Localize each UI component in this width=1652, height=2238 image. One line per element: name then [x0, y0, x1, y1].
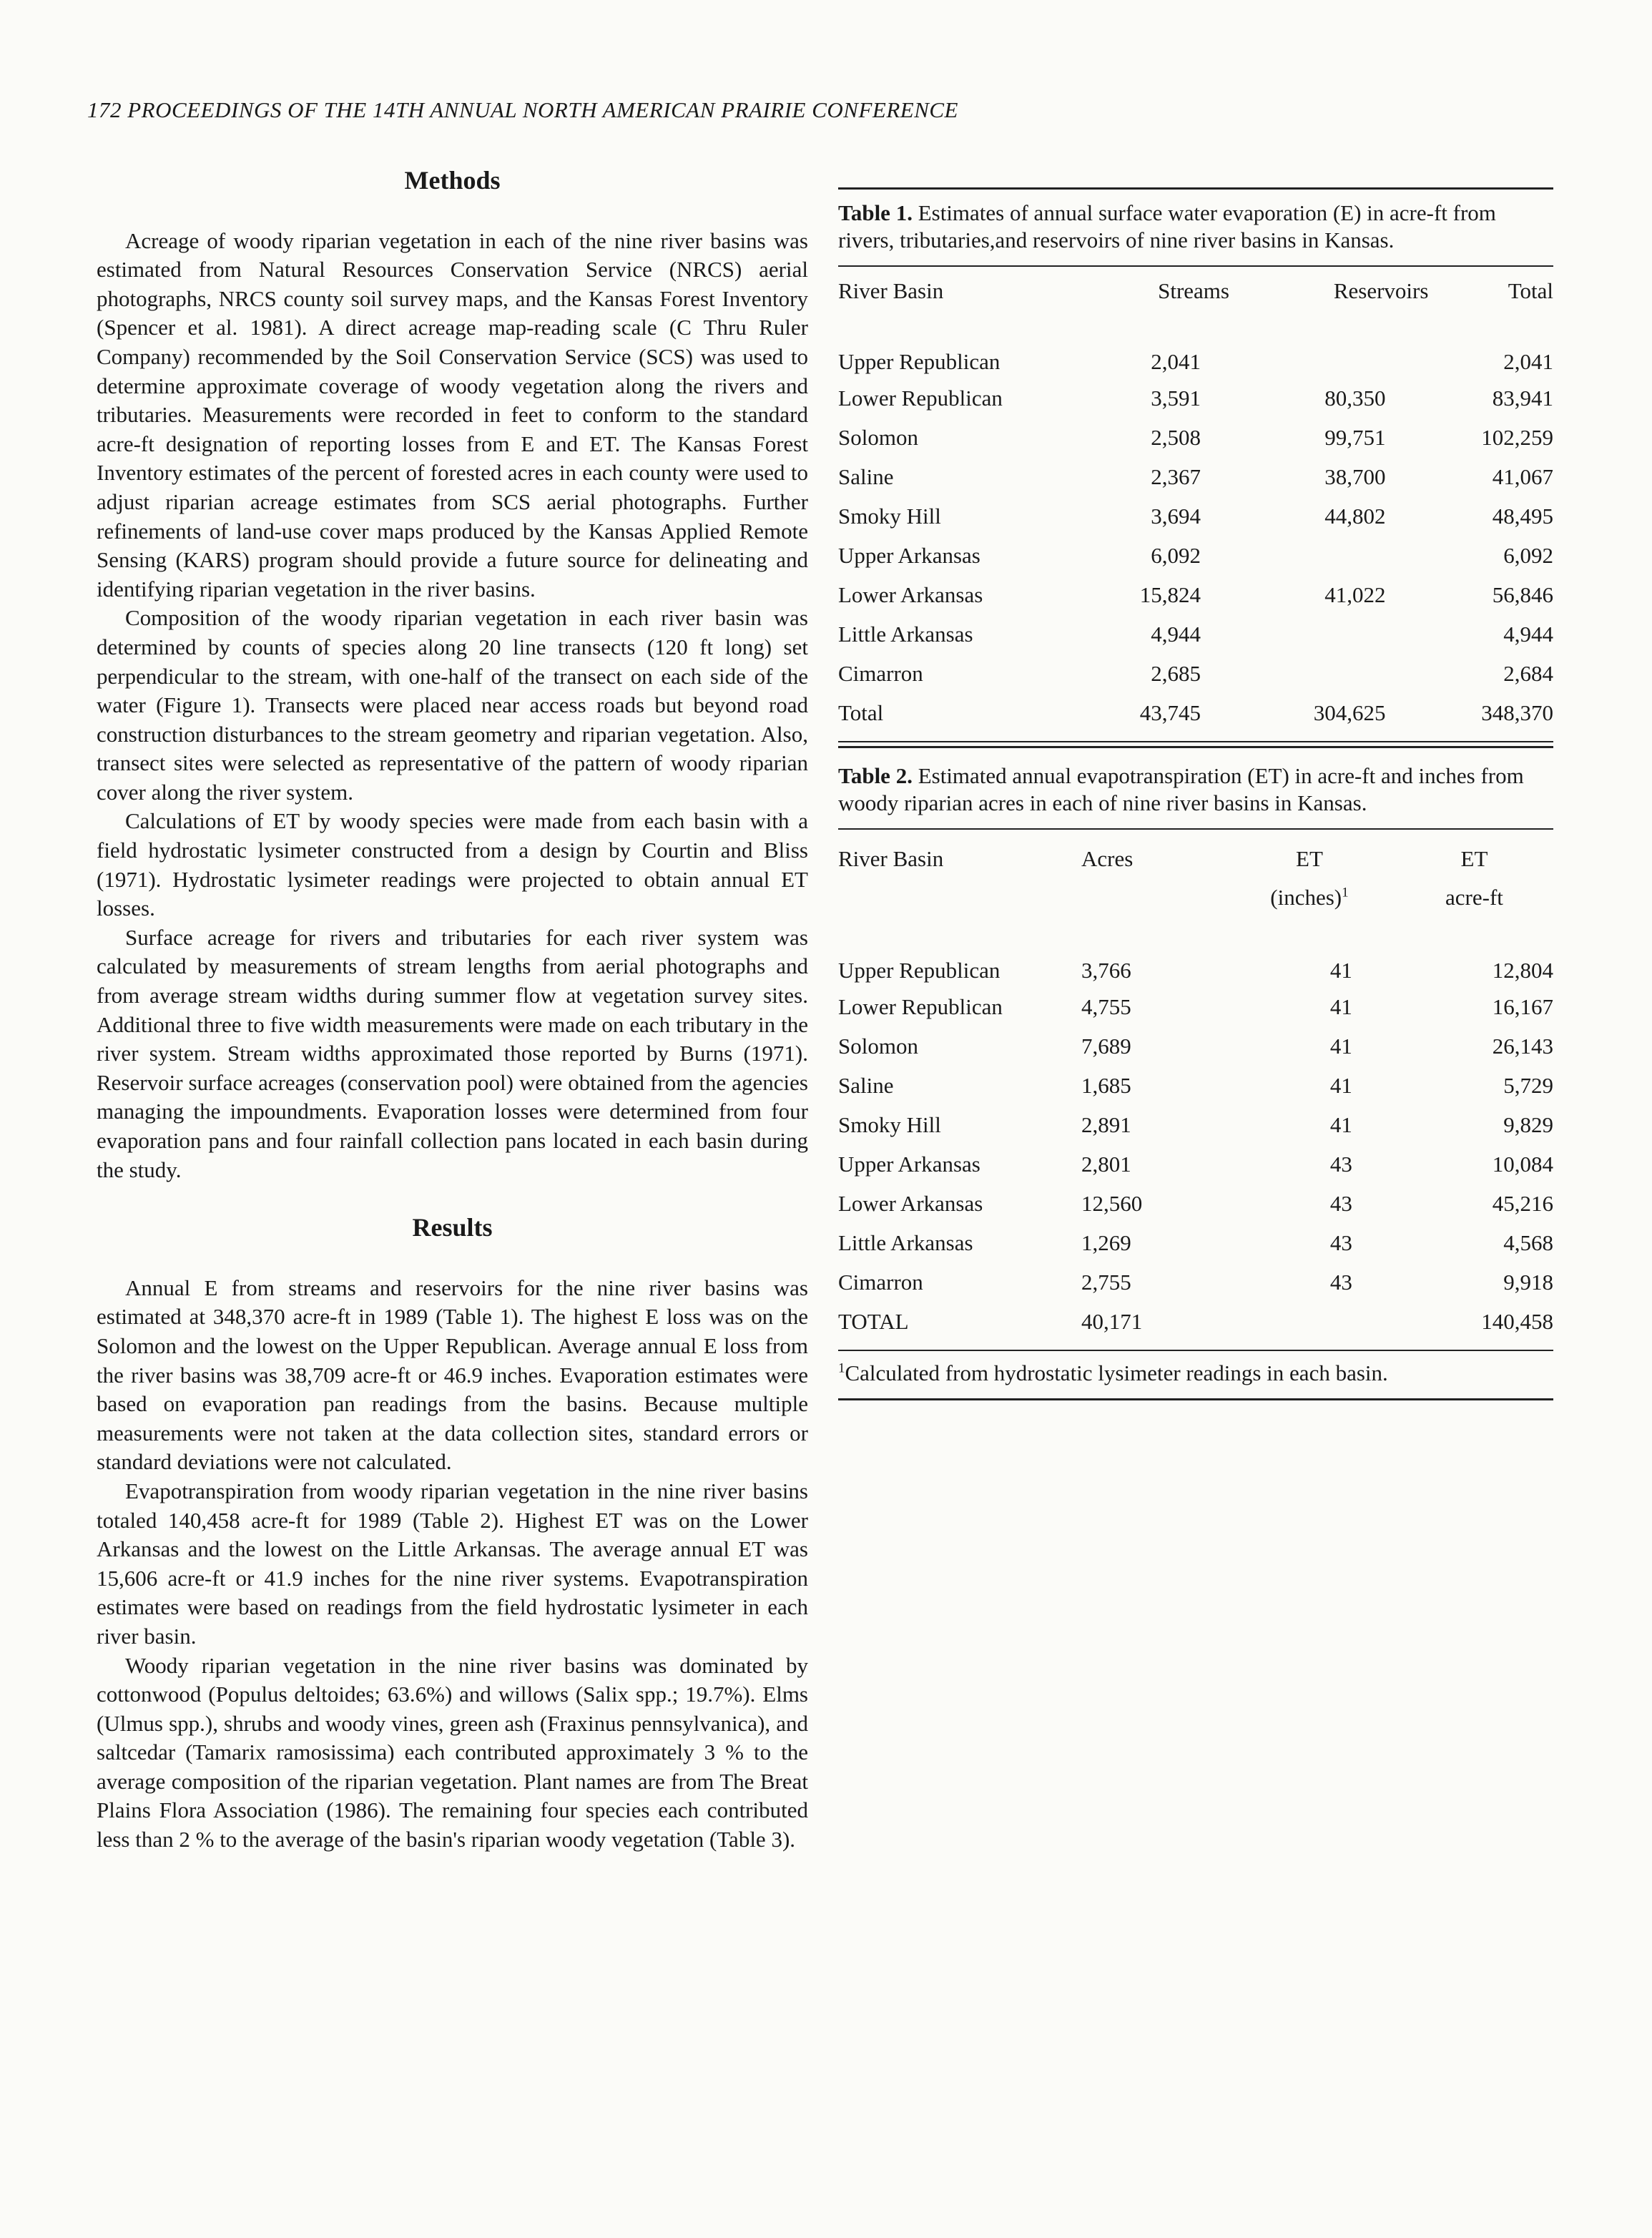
streams-cell: 6,092 [1151, 542, 1201, 568]
et-acreft-cell: 10,084 [1492, 1151, 1553, 1177]
table2-label: Table 2. [838, 763, 913, 788]
acres-cell: 2,755 [1081, 1269, 1131, 1295]
et-inches-cell: 41 [1329, 993, 1352, 1019]
table-row [838, 614, 1553, 654]
table-row [838, 575, 1553, 614]
basin-cell: Smoky Hill [838, 1111, 941, 1137]
acres-cell: 7,689 [1081, 1033, 1131, 1059]
acres-cell: 3,766 [1081, 958, 1131, 983]
total-cell: 4,944 [1503, 621, 1553, 647]
table-row [838, 693, 1553, 732]
basin-cell: Lower Republican [838, 993, 1003, 1019]
methods-heading: Methods [404, 166, 501, 195]
et-inches-cell: 43 [1329, 1269, 1352, 1295]
et-inches-cell: 41 [1329, 958, 1352, 983]
acres-cell: 12,560 [1081, 1190, 1143, 1216]
total-cell: 2,684 [1503, 660, 1553, 686]
basin-cell: Solomon [838, 1033, 918, 1059]
basin-cell: TOTAL [838, 1308, 909, 1334]
basin-cell: Lower Arkansas [838, 581, 983, 607]
table-row [838, 418, 1553, 457]
table-row [838, 457, 1553, 496]
table-row [838, 1144, 1553, 1184]
et-acreft-cell: 26,143 [1492, 1033, 1553, 1059]
et-acreft-cell: 4,568 [1503, 1230, 1553, 1255]
table-row [838, 496, 1553, 536]
basin-cell: Upper Arkansas [838, 542, 980, 568]
et-inches-cell: 41 [1329, 1111, 1352, 1137]
table2-header-row [838, 830, 1553, 941]
streams-cell: 2,041 [1151, 349, 1201, 374]
table-row [838, 1262, 1553, 1302]
table2-body [838, 941, 1553, 1341]
table1-header-reservoirs: Reservoirs [1333, 278, 1429, 303]
table2-header-footnote-mark: 1 [1342, 885, 1349, 900]
total-cell: 348,370 [1481, 700, 1553, 725]
reservoirs-cell: 99,751 [1324, 424, 1386, 450]
table2-header-et-inches-line2: (inches) [1270, 885, 1342, 910]
table1-caption-text: Estimates of annual surface water evaporation (E) in acre-ft from rivers, tributaries,and reservoirs of nine river basins in Kansas. [838, 200, 1496, 252]
table1-body [838, 333, 1553, 732]
et-inches-cell: 41 [1329, 1033, 1352, 1059]
basin-cell: Total [838, 700, 884, 725]
left-column [97, 166, 808, 1855]
table2-header-et-acreft-line2: acre-ft [1445, 885, 1503, 910]
total-cell: 2,041 [1503, 349, 1553, 374]
table2-header-et-acreft-line1: ET [1460, 846, 1488, 871]
basin-cell: Lower Arkansas [838, 1190, 983, 1216]
basin-cell: Upper Republican [838, 958, 1000, 983]
table-row [838, 378, 1553, 418]
table1-header-row [838, 267, 1553, 333]
table2-header-et-acreft [1395, 830, 1553, 941]
basin-cell: Upper Arkansas [838, 1151, 980, 1177]
table-row [838, 333, 1553, 378]
et-inches-cell: 43 [1329, 1230, 1352, 1255]
results-heading: Results [412, 1213, 493, 1242]
methods-paragraph-4: Surface acreage for rivers and tributaries for each river system was calculated by measurements of stream lengths from aerial photographs and from average stream widths during summer flow at vegetation survey sites. Additional three to five width measurements were made on each tributary in the river system. Stream widths approximated those reported by Burns (1971). Reservoir surface acreages (conservation pool) were obtained from the agencies managing the impoundments. Evaporation losses were determined from four evaporation pans and four rainfall collection pans located in each basin during the study. [97, 924, 808, 1182]
methods-paragraph-1: Acreage of woody riparian vegetation in each of the nine river basins was estimated from Natural Resources Conservation Service (NRCS) aerial photographs, NRCS county soil survey maps, and the Kansas Forest Inventory (Spencer et al. 1981). A direct acreage map-reading scale (C Thru Ruler Company) recommended by the Soil Conservation Service (SCS) was used to determine approximate coverage of woody vegetation along the rivers and tributaries. Measurements were recorded in feet to conform to the standard acre-ft designation of reporting losses from E and ET. The Kansas Forest Inventory estimates of the percent of forested acres in each county were used to adjust riparian acreage estimates from SCS aerial photographs. Further refinements of land-use cover maps produced by the Kansas Applied Remote Sensing (KARS) program should provide a future source for delineating and identifying riparian vegetation in the river basins. [97, 227, 808, 602]
basin-cell: Little Arkansas [838, 621, 973, 647]
table-row [838, 1223, 1553, 1262]
et-acreft-cell: 12,804 [1492, 958, 1553, 983]
table1-header-streams: Streams [1158, 278, 1229, 303]
reservoirs-cell [1229, 614, 1428, 654]
table-row [838, 1026, 1553, 1066]
results-paragraph-3: Woody riparian vegetation in the nine river basins was dominated by cottonwood (Populus deltoides; 63.6%) and willows (Salix spp.; 19.7%). Elms (Ulmus spp.), shrubs and woody vines, green ash (Fraxinus pennsylvanica), and saltcedar (Tamarix ramosissima) each contributed approximately 3 % to the average composition of the riparian vegetation. Plant names are from The Breat Plains Flora Association (1986). The remaining four species each contributed less than 2 % to the average of the basin's riparian woody vegetation (Table 3). [97, 1652, 808, 1852]
results-paragraph-2: Evapotranspiration from woody riparian vegetation in the nine river basins totaled 140,458 acre-ft for 1989 (Table 2). Highest ET was on the Lower Arkansas and the lowest on the Little Arkansas. The average annual ET was 15,606 acre-ft or 41.9 inches for the nine river systems. Evapotranspiration estimates were based on readings from the field hydrostatic lysimeter in each river basin. [97, 1478, 808, 1649]
basin-cell: Smoky Hill [838, 503, 941, 529]
table2-end-rule [838, 1398, 1553, 1400]
table1-label: Table 1. [838, 200, 913, 225]
table1 [838, 267, 1553, 732]
table-row [838, 536, 1553, 575]
table2-footnote-mark: 1 [838, 1360, 845, 1376]
running-head: 172 PROCEEDINGS OF THE 14TH ANNUAL NORTH AMERICAN PRAIRIE CONFERENCE [87, 97, 958, 122]
basin-cell: Lower Republican [838, 385, 1003, 411]
et-acreft-cell: 16,167 [1492, 993, 1553, 1019]
streams-cell: 3,694 [1151, 503, 1201, 529]
total-cell: 102,259 [1481, 424, 1553, 450]
acres-cell: 1,269 [1081, 1230, 1131, 1255]
et-inches-cell: 43 [1329, 1151, 1352, 1177]
et-inches-cell [1224, 1302, 1395, 1341]
table1-caption [838, 190, 1553, 265]
streams-cell: 4,944 [1151, 621, 1201, 647]
table-row [838, 1066, 1553, 1105]
table-row [838, 654, 1553, 693]
streams-cell: 2,367 [1151, 463, 1201, 489]
reservoirs-cell [1229, 536, 1428, 575]
table-row [838, 1302, 1553, 1341]
et-acreft-cell: 45,216 [1492, 1190, 1553, 1216]
basin-cell: Little Arkansas [838, 1230, 973, 1255]
acres-cell: 4,755 [1081, 993, 1131, 1019]
et-inches-cell: 43 [1329, 1190, 1352, 1216]
table1-header-basin: River Basin [838, 278, 944, 303]
methods-paragraph-3: Calculations of ET by woody species were made from each basin with a field hydrostatic lysimeter constructed from a design by Courtin and Bliss (1971). Hydrostatic lysimeter readings were projected to obtain annual ET losses. [97, 808, 808, 921]
table2-caption [838, 748, 1553, 828]
total-cell: 6,092 [1503, 542, 1553, 568]
acres-cell: 2,801 [1081, 1151, 1131, 1177]
table2-caption-text: Estimated annual evapotranspiration (ET) in acre-ft and inches from woody riparian acres in each of nine river basins in Kansas. [838, 763, 1524, 815]
table1-header-total: Total [1508, 278, 1553, 303]
streams-cell: 2,685 [1151, 660, 1201, 686]
table-row [838, 1105, 1553, 1144]
reservoirs-cell [1229, 654, 1428, 693]
et-inches-cell: 41 [1329, 1072, 1352, 1098]
table2-footnote-text: Calculated from hydrostatic lysimeter readings in each basin. [845, 1360, 1388, 1385]
methods-paragraph-2: Composition of the woody riparian vegetation in each river basin was determined by counts of species along 20 line transects (120 ft long) set perpendicular to the stream, with one-half of the transect on each side of the water (Figure 1). Transects were placed near access roads but beyond road construction disturbances to the stream geometry and riparian vegetation. Also, transect sites were selected as representative of the pattern of woody riparian cover along the river system. [97, 605, 808, 805]
table-row [838, 941, 1553, 987]
et-acreft-cell: 9,829 [1503, 1111, 1553, 1137]
table2-header-acres: Acres [1081, 846, 1134, 871]
total-cell: 83,941 [1492, 385, 1553, 411]
reservoirs-cell [1229, 333, 1428, 378]
basin-cell: Solomon [838, 424, 918, 450]
results-paragraph-1: Annual E from streams and reservoirs for the nine river basins was estimated at 348,370 acre-ft in 1989 (Table 1). The highest E loss was on the Solomon and the lowest on the Upper Republican. Average annual E loss from the river basins was 38,709 acre-ft or 46.9 inches. Evaporation estimates were based on evaporation pan readings from the basins. Because multiple measurements were not taken at the data collection sites, standard errors or standard deviations were not calculated. [97, 1275, 808, 1475]
et-acreft-cell: 5,729 [1503, 1072, 1553, 1098]
acres-cell: 2,891 [1081, 1111, 1131, 1137]
right-column [838, 187, 1553, 1400]
table2-header-et-inches-line1: ET [1296, 846, 1323, 871]
table2-header-basin: River Basin [838, 846, 944, 871]
reservoirs-cell: 41,022 [1324, 581, 1386, 607]
streams-cell: 15,824 [1139, 581, 1201, 607]
table-row [838, 987, 1553, 1026]
table2-footnote [838, 1351, 1553, 1398]
reservoirs-cell: 44,802 [1324, 503, 1386, 529]
et-acreft-cell: 140,458 [1481, 1308, 1553, 1334]
streams-cell: 43,745 [1139, 700, 1201, 725]
table2 [838, 830, 1553, 1341]
acres-cell: 40,171 [1081, 1308, 1143, 1334]
table1-bottom-rule [838, 741, 1553, 742]
reservoirs-cell: 38,700 [1324, 463, 1386, 489]
total-cell: 41,067 [1492, 463, 1553, 489]
basin-cell: Cimarron [838, 660, 923, 686]
total-cell: 56,846 [1492, 581, 1553, 607]
reservoirs-cell: 80,350 [1324, 385, 1386, 411]
streams-cell: 3,591 [1151, 385, 1201, 411]
basin-cell: Upper Republican [838, 349, 1000, 374]
basin-cell: Cimarron [838, 1269, 923, 1295]
acres-cell: 1,685 [1081, 1072, 1131, 1098]
basin-cell: Saline [838, 463, 894, 489]
reservoirs-cell: 304,625 [1313, 700, 1386, 725]
et-acreft-cell: 9,918 [1503, 1269, 1553, 1295]
basin-cell: Saline [838, 1072, 894, 1098]
table-row [838, 1184, 1553, 1223]
total-cell: 48,495 [1492, 503, 1553, 529]
table2-header-et-inches [1224, 830, 1395, 941]
streams-cell: 2,508 [1151, 424, 1201, 450]
